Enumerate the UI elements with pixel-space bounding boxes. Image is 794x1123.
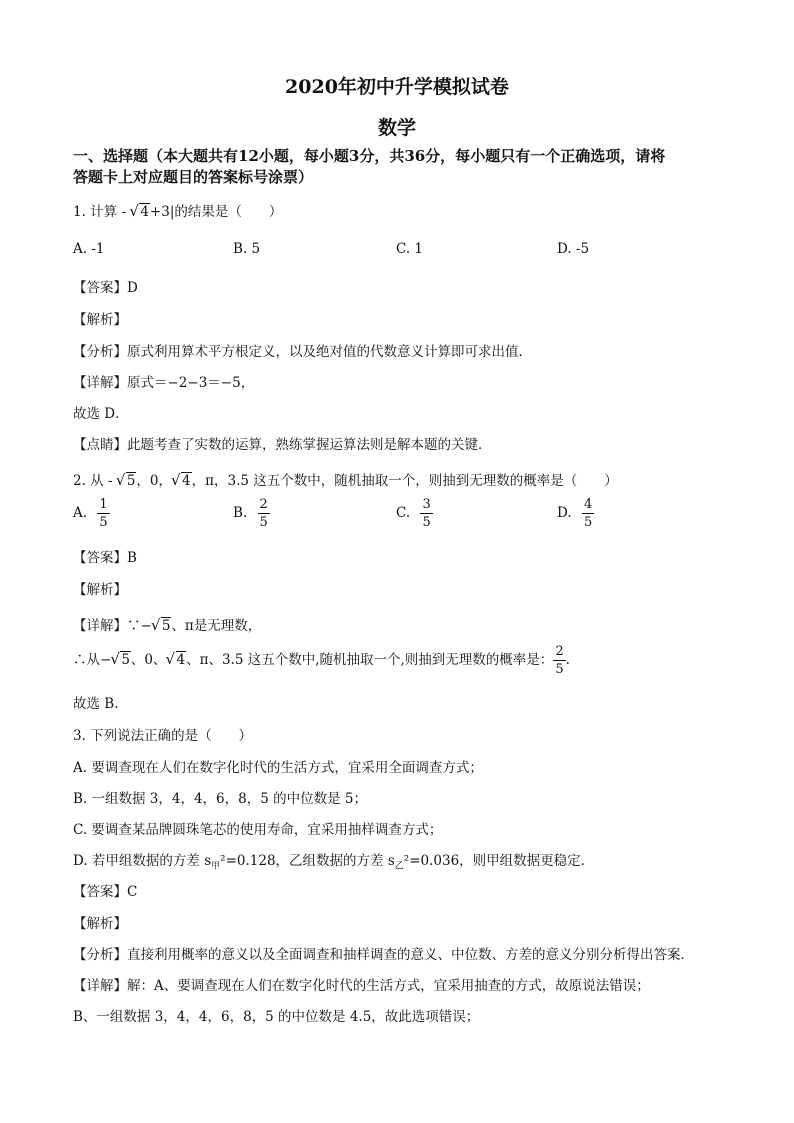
q3-option-a: A. 要调查现在人们在数字化时代的生活方式，宜采用全面调查方式； xyxy=(73,760,483,776)
q2-answer-line xyxy=(73,546,137,566)
q1-option-b: B. 5 xyxy=(233,241,261,257)
q2-line2-radicand2: 4 xyxy=(176,652,186,668)
fraction-denominator: 5 xyxy=(555,662,564,677)
fraction xyxy=(420,498,432,529)
q1-conclusion: 故选 D． xyxy=(73,406,129,422)
q1-dianjing: 此题考查了实数的运算，熟练掌握运算法则是解本题的关键． xyxy=(127,437,492,453)
q1-dianjing-line xyxy=(73,433,492,453)
dianjing-tag: 【点睛】 xyxy=(73,437,127,453)
q2-line1-suffix: 、π是无理数， xyxy=(171,618,262,634)
q1-option-c: C. 1 xyxy=(396,241,424,257)
fraction xyxy=(553,645,565,676)
q3-analysis-tag: 【解析】 xyxy=(73,916,127,932)
fraction-denominator: 5 xyxy=(422,515,431,530)
q3-xiangjie: 解：A、要调查现在人们在数字化时代的生活方式，宜采用抽查的方式，故原说法错误； xyxy=(127,978,650,994)
answer-tag: 【答案】 xyxy=(73,280,127,296)
xiangjie-tag: 【详解】 xyxy=(73,375,127,391)
q2-radicand1: 5 xyxy=(126,473,136,489)
q2-option-c xyxy=(396,498,433,529)
q2-option-d xyxy=(557,498,594,529)
q3-xiangjie-line xyxy=(73,974,650,994)
fraction xyxy=(97,498,109,529)
q3-fenxi: 直接利用概率的意义以及全面调查和抽样调查的意义、中位数、方差的意义分别分析得出答案． xyxy=(127,947,694,963)
option-letter: B. xyxy=(233,505,248,521)
q2-xiangjie-line xyxy=(73,614,261,634)
q3-fenxi-line xyxy=(73,943,694,963)
q3-optd-sub1: 甲 xyxy=(211,861,221,872)
q2-option-a xyxy=(73,498,110,529)
q3-option-c: C. 要调查某品牌圆珠笔芯的使用寿命，宜采用抽样调查方式； xyxy=(73,822,443,838)
q1-xiangjie-line xyxy=(73,371,254,391)
sqrt-symbol xyxy=(172,473,192,489)
fraction-denominator: 5 xyxy=(259,515,268,530)
answer-tag: 【答案】 xyxy=(73,550,127,566)
option-letter: A. xyxy=(73,505,88,521)
q2-stem xyxy=(73,469,618,489)
section-heading-line2: 答题卡上对应题目的答案标号涂票） xyxy=(73,168,314,186)
q1-fenxi-line xyxy=(73,340,532,360)
q2-line1-prefix: ∵− xyxy=(127,618,152,634)
q1-suffix: +3|的结果是（ ） xyxy=(149,204,283,220)
q3-optd-part2: ²=0.128，乙组数据的方差 s xyxy=(220,853,395,869)
q1-option-a: A. -1 xyxy=(73,241,105,257)
fraction-numerator: 1 xyxy=(99,497,108,512)
fraction-denominator: 5 xyxy=(583,515,593,530)
q3-stem: 3. 下列说法正确的是（ ） xyxy=(73,728,253,744)
sqrt-symbol xyxy=(130,204,150,220)
sqrt-symbol xyxy=(117,473,137,489)
q3-optd-part1: D. 若甲组数据的方差 s xyxy=(73,853,212,869)
q3-optd-part3: ²=0.036，则甲组数据更稳定． xyxy=(403,853,595,869)
q2-line2-suffix: 、π、3.5 这五个数中,随机抽取一个,则抽到无理数的概率是： xyxy=(186,652,554,668)
q1-radicand: 4 xyxy=(140,204,149,220)
q1-fenxi: 原式利用算术平方根定义，以及绝对值的代数意义计算即可求出值． xyxy=(127,344,532,360)
fraction xyxy=(258,498,270,529)
q3-line-b: B、一组数据 3，4，4，6，8，5 的中位数是 4.5，故此选项错误； xyxy=(73,1009,480,1025)
fraction-numerator: 4 xyxy=(583,497,593,512)
q3-optd-sub2: 乙 xyxy=(394,861,404,872)
page-title: 2020年初中升学模拟试卷 xyxy=(285,76,509,98)
xiangjie-tag: 【详解】 xyxy=(73,978,127,994)
q2-analysis-tag: 【解析】 xyxy=(73,582,127,598)
q1-analysis-tag: 【解析】 xyxy=(73,312,127,328)
subject-title: 数学 xyxy=(377,117,416,139)
q2-line2-radicand1: 5 xyxy=(121,652,130,668)
q2-line2-mid: 、0、 xyxy=(130,652,167,668)
sqrt-symbol xyxy=(167,652,187,668)
q2-line2 xyxy=(73,645,570,676)
q2-line1-radicand: 5 xyxy=(161,618,171,634)
fenxi-tag: 【分析】 xyxy=(73,344,127,360)
q3-option-b: B. 一组数据 3，4，4，6，8，5 的中位数是 5； xyxy=(73,791,368,807)
fraction xyxy=(582,498,594,529)
sqrt-symbol xyxy=(111,652,131,668)
option-letter: C. xyxy=(396,505,411,521)
sqrt-symbol xyxy=(152,618,172,634)
q2-radicand2: 4 xyxy=(182,473,191,489)
q2-prefix: 2. 从 - xyxy=(73,473,117,489)
q2-line2-prefix: ∴从− xyxy=(73,652,112,668)
q2-mid1: ，0， xyxy=(136,473,173,489)
q2-suffix: ，π，3.5 这五个数中，随机抽取一个，则抽到无理数的概率是（ ） xyxy=(191,473,618,489)
q1-xiangjie: 原式＝−2−3＝−5， xyxy=(127,375,255,391)
q2-line2-end: . xyxy=(565,652,570,668)
q3-answer-line xyxy=(73,880,137,900)
xiangjie-tag: 【详解】 xyxy=(73,618,127,634)
section-heading-line1: 一、选择题（本大题共有12小题，每小题3分，共36分，每小题只有一个正确选项，请将 xyxy=(73,147,666,165)
fraction-numerator: 2 xyxy=(259,497,268,512)
q2-conclusion: 故选 B. xyxy=(73,696,119,712)
q1-option-d: D. -5 xyxy=(557,241,590,257)
q1-answer: D xyxy=(127,280,138,296)
q3-answer: C xyxy=(127,884,138,900)
q1-prefix: 1. 计算 - xyxy=(73,204,131,220)
fraction-numerator: 2 xyxy=(555,644,564,659)
q1-answer-line xyxy=(73,276,138,296)
fraction-numerator: 3 xyxy=(422,497,431,512)
fraction-denominator: 5 xyxy=(99,515,108,530)
q2-option-b xyxy=(233,498,270,529)
q1-stem xyxy=(73,200,282,220)
fenxi-tag: 【分析】 xyxy=(73,947,127,963)
option-letter: D. xyxy=(557,505,572,521)
q3-option-d xyxy=(73,849,594,872)
answer-tag: 【答案】 xyxy=(73,884,127,900)
q2-answer: B xyxy=(127,550,137,566)
